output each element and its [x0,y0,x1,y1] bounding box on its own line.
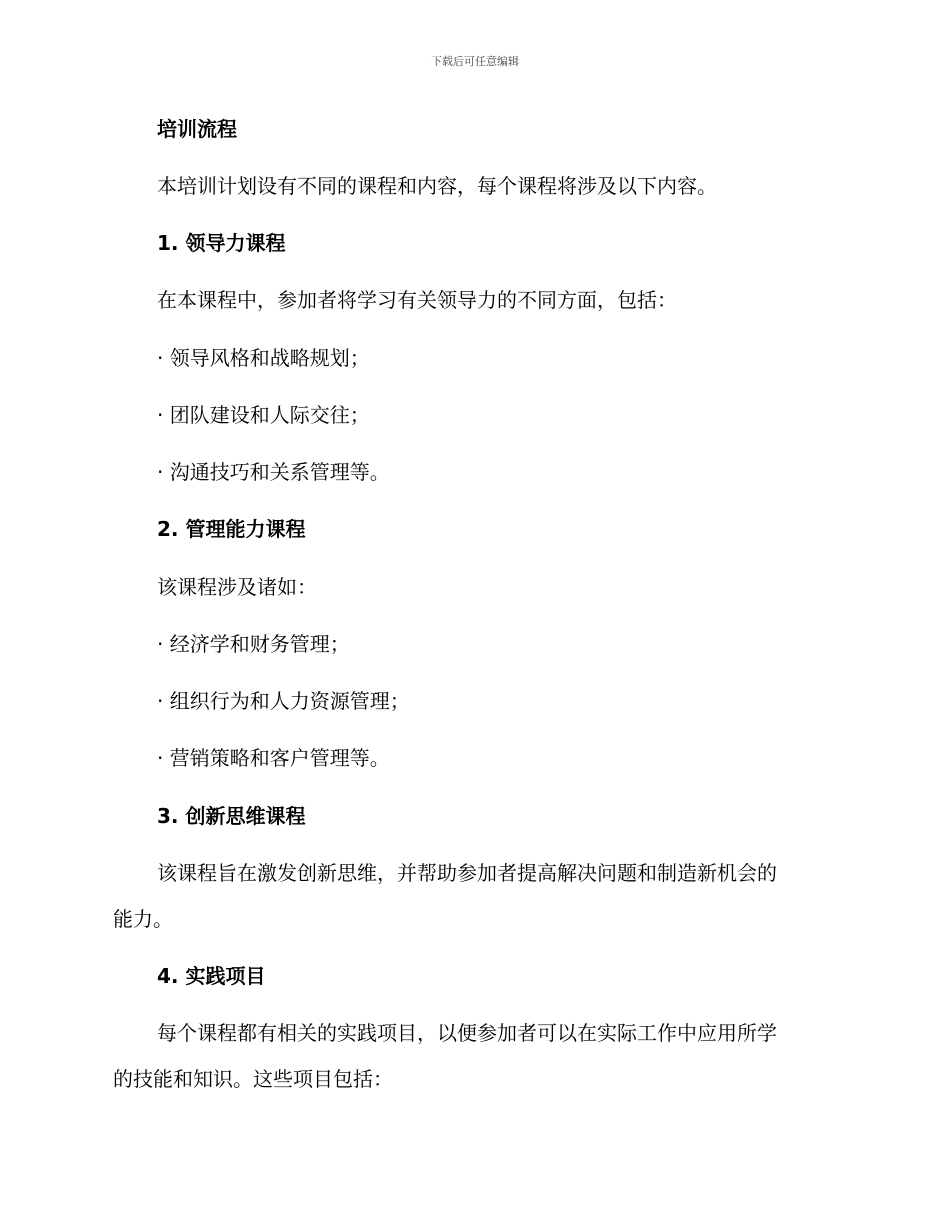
course2-intro: 该课程涉及诸如： [157,575,317,599]
course3-heading: 3. 创新思维课程 [157,804,306,828]
course4-heading: 4. 实践项目 [157,964,266,988]
course4-paragraph-line2: 的技能和知识。这些项目包括： [113,1067,393,1091]
course4-paragraph-line1: 每个课程都有相关的实践项目，以便参加者可以在实际工作中应用所学 [157,1021,777,1045]
course2-heading: 2. 管理能力课程 [157,517,306,541]
intro-paragraph: 本培训计划设有不同的课程和内容，每个课程将涉及以下内容。 [157,174,717,198]
course3-paragraph-line2: 能力。 [113,907,173,931]
course1-intro: 在本课程中，参加者将学习有关领导力的不同方面，包括： [157,288,677,312]
page-header: 下载后可任意编辑 [431,55,519,68]
list-item: · 营销策略和客户管理等。 [157,746,390,770]
list-item: · 团队建设和人际交往； [157,403,370,427]
list-item: · 组织行为和人力资源管理； [157,689,410,713]
course1-heading: 1. 领导力课程 [157,231,286,255]
list-item: · 沟通技巧和关系管理等。 [157,460,390,484]
course3-paragraph-line1: 该课程旨在激发创新思维，并帮助参加者提高解决问题和制造新机会的 [157,861,777,885]
list-item: · 领导风格和战略规划； [157,346,370,370]
list-item: · 经济学和财务管理； [157,632,350,656]
section-title: 培训流程 [157,117,237,141]
